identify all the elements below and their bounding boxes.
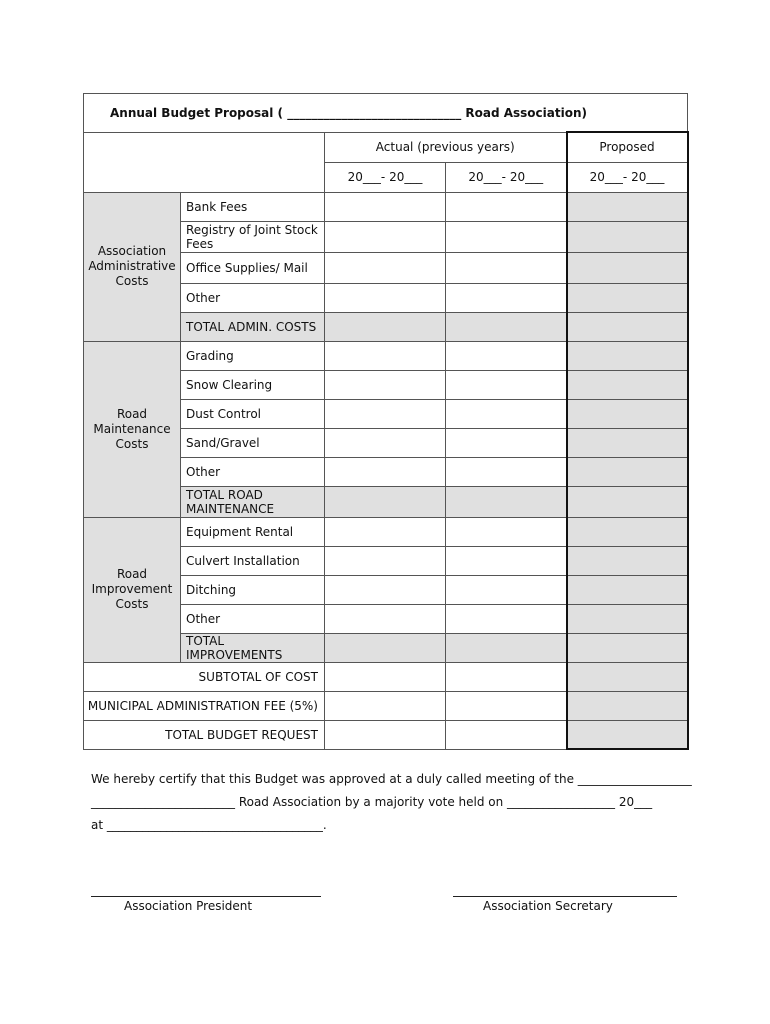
line-item-label: Office Supplies/ Mail: [181, 252, 325, 283]
proposed-amount-cell[interactable]: [567, 486, 688, 517]
summary-row-label: SUBTOTAL OF COST: [84, 662, 325, 691]
actual-amount-cell[interactable]: [446, 486, 567, 517]
year-field-proposed[interactable]: 20___- 20___: [567, 162, 688, 192]
actual-amount-cell[interactable]: [325, 633, 446, 662]
form-title: Annual Budget Proposal ( _____________________________ Road Association): [84, 94, 688, 133]
proposed-amount-cell[interactable]: [567, 252, 688, 283]
actual-amount-cell[interactable]: [446, 252, 567, 283]
header-actual: Actual (previous years): [325, 132, 567, 162]
actual-amount-cell[interactable]: [446, 192, 567, 221]
category-label-line: Improvement: [91, 582, 173, 596]
actual-amount-cell[interactable]: [325, 192, 446, 221]
actual-amount-cell[interactable]: [446, 283, 567, 312]
actual-amount-cell[interactable]: [325, 341, 446, 370]
proposed-amount-cell[interactable]: [567, 399, 688, 428]
certification-line-1: We hereby certify that this Budget was approved at a duly called meeting of the ___________________: [91, 772, 692, 786]
budget-table: [83, 93, 689, 750]
category-label-line: Costs: [115, 597, 149, 611]
certification-line-3: at ____________________________________.: [91, 818, 327, 832]
proposed-amount-cell[interactable]: [567, 662, 688, 691]
proposed-amount-cell[interactable]: [567, 691, 688, 720]
proposed-amount-cell[interactable]: [567, 312, 688, 341]
line-item-label: Culvert Installation: [181, 546, 325, 575]
category-label-line: Costs: [115, 436, 149, 451]
proposed-amount-cell[interactable]: [567, 341, 688, 370]
category-label-line: Association: [97, 244, 167, 258]
actual-amount-cell[interactable]: [446, 691, 567, 720]
line-item-label: Other: [181, 457, 325, 486]
line-item-label: Bank Fees: [181, 192, 325, 221]
proposed-amount-cell[interactable]: [567, 192, 688, 221]
actual-amount-cell[interactable]: [325, 370, 446, 399]
actual-amount-cell[interactable]: [446, 341, 567, 370]
header-proposed: Proposed: [567, 132, 688, 162]
secretary-label: Association Secretary: [483, 899, 613, 913]
summary-row-label: TOTAL BUDGET REQUEST: [84, 720, 325, 749]
secretary-signature-line[interactable]: [453, 896, 677, 897]
actual-amount-cell[interactable]: [446, 546, 567, 575]
line-item-label: Other: [181, 283, 325, 312]
actual-amount-cell[interactable]: [325, 428, 446, 457]
category-label-line: Costs: [115, 274, 149, 288]
actual-amount-cell[interactable]: [325, 662, 446, 691]
line-item-label: Snow Clearing: [181, 370, 325, 399]
actual-amount-cell[interactable]: [446, 662, 567, 691]
president-signature-line[interactable]: [91, 896, 321, 897]
total-row-label: TOTAL ADMIN. COSTS: [181, 312, 325, 341]
category-label: [84, 517, 181, 662]
category-label-line: Maintenance: [93, 421, 171, 436]
actual-amount-cell[interactable]: [446, 428, 567, 457]
actual-amount-cell[interactable]: [325, 546, 446, 575]
proposed-amount-cell[interactable]: [567, 221, 688, 252]
line-item-label: Ditching: [181, 575, 325, 604]
actual-amount-cell[interactable]: [325, 221, 446, 252]
proposed-amount-cell[interactable]: [567, 546, 688, 575]
proposed-amount-cell[interactable]: [567, 633, 688, 662]
total-row-label: TOTAL IMPROVEMENTS: [181, 633, 325, 662]
line-item-label: Equipment Rental: [181, 517, 325, 546]
proposed-amount-cell[interactable]: [567, 604, 688, 633]
category-label: [84, 341, 181, 517]
summary-row-label: MUNICIPAL ADMINISTRATION FEE (5%): [84, 691, 325, 720]
line-item-label: Other: [181, 604, 325, 633]
actual-amount-cell[interactable]: [446, 457, 567, 486]
proposed-amount-cell[interactable]: [567, 575, 688, 604]
header-blank: [84, 132, 325, 192]
actual-amount-cell[interactable]: [446, 370, 567, 399]
total-row-label: TOTAL ROAD MAINTENANCE: [181, 486, 325, 517]
certification-line-2: ________________________ Road Association by a majority vote held on __________________ 20___: [91, 795, 653, 809]
actual-amount-cell[interactable]: [325, 486, 446, 517]
actual-amount-cell[interactable]: [446, 720, 567, 749]
actual-amount-cell[interactable]: [325, 720, 446, 749]
actual-amount-cell[interactable]: [446, 517, 567, 546]
actual-amount-cell[interactable]: [446, 399, 567, 428]
line-item-label: Sand/Gravel: [181, 428, 325, 457]
category-label-line: Administrative: [88, 259, 176, 273]
proposed-amount-cell[interactable]: [567, 720, 688, 749]
category-label-line: Road: [116, 567, 148, 581]
actual-amount-cell[interactable]: [325, 517, 446, 546]
actual-amount-cell[interactable]: [325, 575, 446, 604]
line-item-label: Registry of Joint Stock Fees: [181, 221, 325, 252]
actual-amount-cell[interactable]: [325, 312, 446, 341]
president-label: Association President: [124, 899, 253, 913]
actual-amount-cell[interactable]: [446, 633, 567, 662]
actual-amount-cell[interactable]: [446, 604, 567, 633]
actual-amount-cell[interactable]: [325, 252, 446, 283]
actual-amount-cell[interactable]: [446, 312, 567, 341]
proposed-amount-cell[interactable]: [567, 457, 688, 486]
proposed-amount-cell[interactable]: [567, 370, 688, 399]
proposed-amount-cell[interactable]: [567, 517, 688, 546]
category-label: [84, 192, 181, 341]
actual-amount-cell[interactable]: [446, 575, 567, 604]
actual-amount-cell[interactable]: [325, 604, 446, 633]
category-label-line: Road: [116, 406, 148, 421]
line-item-label: Grading: [181, 341, 325, 370]
actual-amount-cell[interactable]: [325, 399, 446, 428]
actual-amount-cell[interactable]: [325, 691, 446, 720]
proposed-amount-cell[interactable]: [567, 428, 688, 457]
year-field-2[interactable]: 20___- 20___: [446, 162, 567, 192]
proposed-amount-cell[interactable]: [567, 283, 688, 312]
line-item-label: Dust Control: [181, 399, 325, 428]
year-field-1[interactable]: 20___- 20___: [325, 162, 446, 192]
actual-amount-cell[interactable]: [325, 457, 446, 486]
actual-amount-cell[interactable]: [325, 283, 446, 312]
actual-amount-cell[interactable]: [446, 221, 567, 252]
